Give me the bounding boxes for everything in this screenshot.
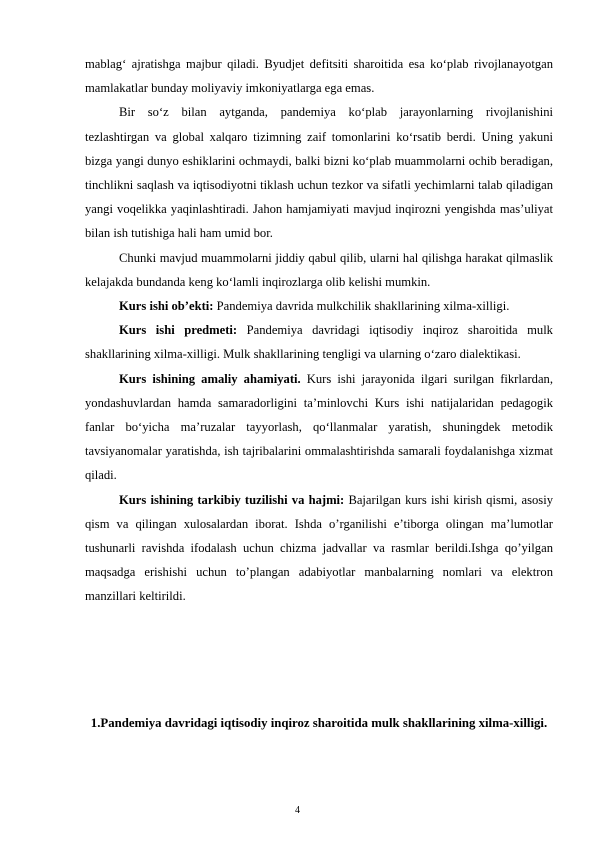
paragraph-1 [85, 52, 553, 100]
paragraph-object-lead: Kurs ishi ob’ekti: [119, 299, 217, 314]
paragraph-1-text: mablag‘ ajratishga majbur qiladi. Byudjet defitsiti sharoitida esa ko‘plab rivojlanayotgan mamlakatlar bunday moliyaviy imkoniyatlarga ega emas. [85, 57, 553, 96]
paragraph-3 [85, 246, 553, 294]
paragraph-significance-text: Kurs ishi jarayonida ilgari surilgan fikrlardan, yondashuvlardan hamda samaradorligini ta’minlovchi Kurs ishi natijalaridan pedagogik fanlar bo‘yicha ma’ruzalar tayyorlash, qo‘llanmalar yaratish, shuningdek metodik tavsiyanomalar yaratishda, ish tajribalarini ommalashtirishda samarali foydalanishga xizmat qiladi. [85, 371, 553, 483]
paragraph-2 [85, 100, 553, 245]
page-number: 4 [295, 805, 300, 816]
paragraph-structure-lead: Kurs ishining tarkibiy tuzilishi va hajmi: [119, 492, 349, 507]
document-body [85, 52, 553, 609]
paragraph-structure-text: Bajarilgan kurs ishi kirish qismi, asosiy qism va qilingan xulosalardan iborat. Ishda o’rganilishi e’tiborga olingan ma’lumotlar tushunarli ravishda ifodalash uchun chizma jadvallar va rasmlar berildi.Ishga qo’yilgan maqsadga erishishi uchun to’plangan adabiyotlar manbalarning nomlari va elektron manzillari keltirildi. [85, 492, 553, 604]
paragraph-object [85, 294, 553, 318]
paragraph-subject-text: Pandemiya davridagi iqtisodiy inqiroz sharoitida mulk shakllarining xilma-xilligi. Mulk shakllarining tengligi va ularning o‘zaro dialektikasi. [85, 323, 553, 362]
paragraph-object-text: Pandemiya davrida mulkchilik shakllarining xilma-xilligi. [216, 299, 510, 314]
paragraph-3-text: Chunki mavjud muammolarni jiddiy qabul qilib, ularni hal qilishga harakat qilmaslik kelajakda bundanda keng ko‘lamli inqirozlarga olib kelishi mumkin. [85, 250, 553, 289]
paragraph-subject-lead: Kurs ishi predmeti: [119, 323, 247, 338]
paragraph-significance [85, 367, 553, 488]
paragraph-2-text: Bir so‘z bilan aytganda, pandemiya ko‘plab jarayonlarning rivojlanishini tezlashtirgan va global xalqaro tizimning zaif tomonlarini ko‘rsatib berdi. Uning yakuni bizga yangi dunyo eshiklarini ochmaydi, balki bizni ko‘plab muammolarni ochib beradigan, tinchlikni saqlash va iqtisodiyotni tiklash uchun tezkor va sifatli yechimlarni talab qiladigan yangi voqelikka yaqinlashtiradi. Jahon hamjamiyati mavjud inqirozni yengishda mas’uliyat bilan ish tutishiga hali ham umid bor. [85, 105, 553, 241]
paragraph-structure [85, 488, 553, 609]
paragraph-subject [85, 318, 553, 366]
paragraph-significance-lead: Kurs ishining amaliy ahamiyati. [119, 371, 307, 386]
section-heading: 1.Pandemiya davridagi iqtisodiy inqiroz sharoitida mulk shakllarining xilma-xilligi. [90, 716, 548, 730]
